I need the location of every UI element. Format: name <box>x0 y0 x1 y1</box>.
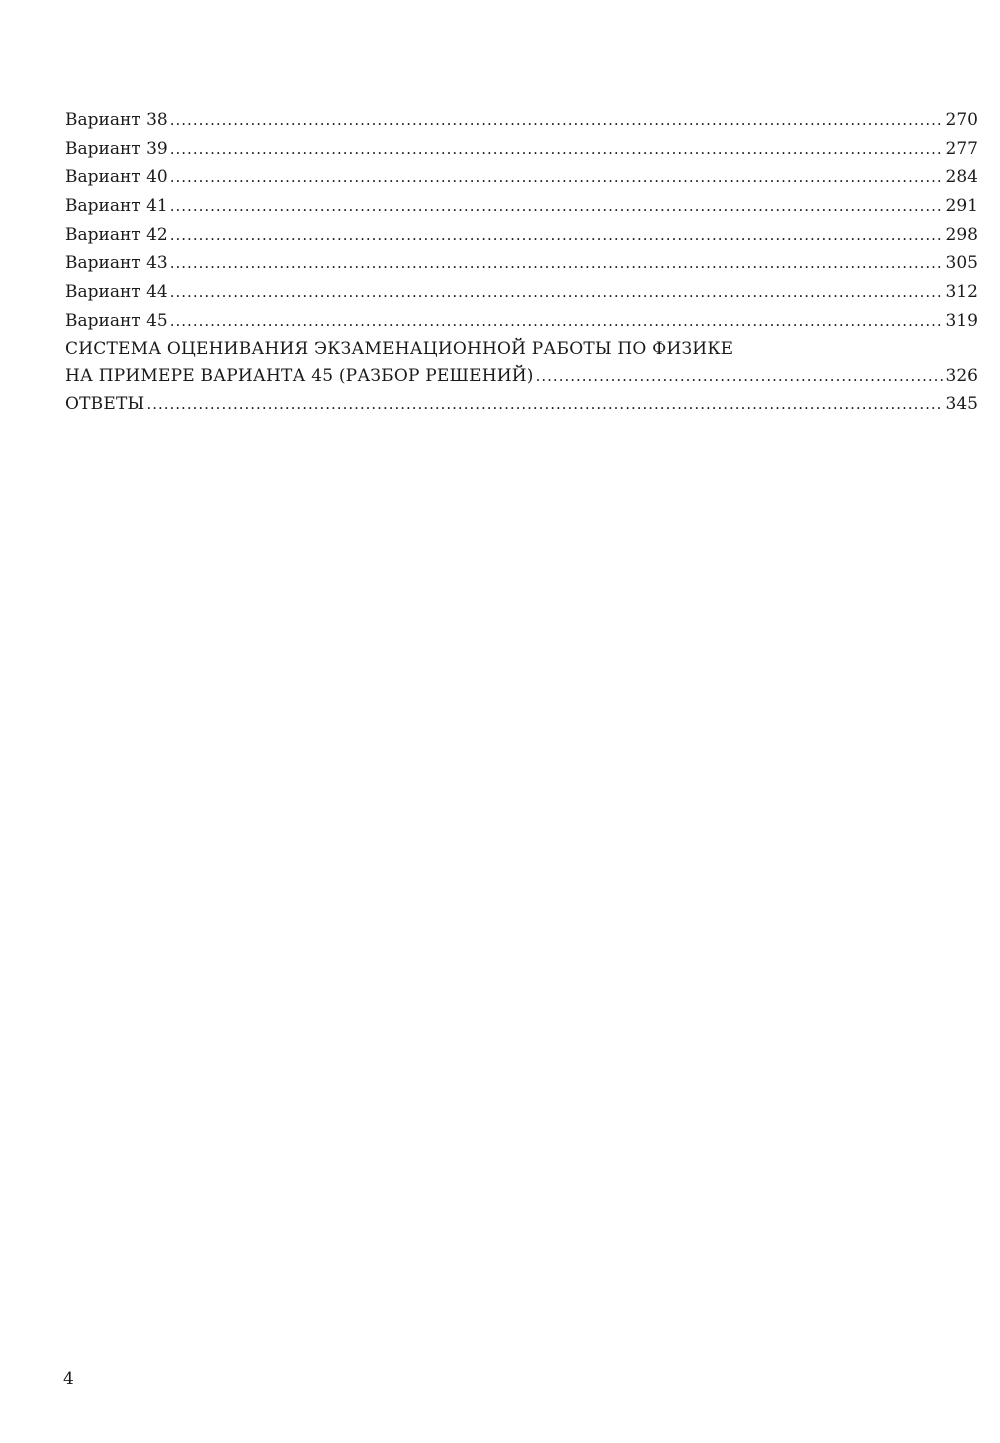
toc-entry-page: 319 <box>945 310 978 331</box>
toc-entry-page: 305 <box>945 253 978 274</box>
toc-entry-variant-39[interactable] <box>65 135 978 164</box>
toc-entry-variant-40[interactable] <box>65 163 978 192</box>
toc-entry-label: НА ПРИМЕРЕ ВАРИАНТА 45 (РАЗБОР РЕШЕНИЙ) <box>65 365 534 386</box>
dot-leader <box>170 163 944 192</box>
toc-entry-label: Вариант 43 <box>65 253 168 274</box>
toc-entry-variant-38[interactable] <box>65 106 978 135</box>
toc-entry-variant-42[interactable] <box>65 221 978 250</box>
dot-leader <box>170 135 944 164</box>
toc-entry-page: 298 <box>945 224 978 245</box>
dot-leader <box>170 278 944 307</box>
toc-entry-answers[interactable] <box>65 390 978 419</box>
dot-leader <box>170 307 944 336</box>
page-number: 4 <box>63 1369 74 1389</box>
dot-leader <box>170 106 944 135</box>
toc-entry-label: Вариант 45 <box>65 310 168 331</box>
toc-entry-page: 312 <box>945 282 978 303</box>
toc-entry-page: 277 <box>945 138 978 159</box>
toc-entry-label: Вариант 39 <box>65 138 168 159</box>
dot-leader <box>170 249 944 278</box>
toc-entry-page: 326 <box>945 365 978 386</box>
toc-entry-label: Вариант 44 <box>65 282 168 303</box>
toc-entry-system[interactable] <box>65 362 978 391</box>
toc-entry-label: Вариант 41 <box>65 196 168 217</box>
dot-leader <box>170 192 944 221</box>
toc-entry-label: Вариант 42 <box>65 224 168 245</box>
toc-entry-page: 284 <box>945 167 978 188</box>
dot-leader <box>536 362 944 391</box>
dot-leader <box>146 390 943 419</box>
toc-entry-variant-43[interactable] <box>65 249 978 278</box>
toc-entry-variant-45[interactable] <box>65 307 978 336</box>
toc-entry-page: 270 <box>945 110 978 130</box>
toc-entry-label: ОТВЕТЫ <box>65 394 145 415</box>
toc-entry-page: 345 <box>945 394 978 415</box>
toc-entry-page: 291 <box>945 196 978 217</box>
toc-entry-label: Вариант 38 <box>65 110 168 130</box>
toc-entry-system-line1[interactable]: СИСТЕМА ОЦЕНИВАНИЯ ЭКЗАМЕНАЦИОННОЙ РАБОТЫ ПО ФИЗИКЕ <box>65 338 734 359</box>
toc-entry-variant-41[interactable] <box>65 192 978 221</box>
dot-leader <box>170 221 944 250</box>
table-of-contents <box>65 106 978 419</box>
toc-entry-variant-44[interactable] <box>65 278 978 307</box>
toc-entry-label: Вариант 40 <box>65 167 168 188</box>
